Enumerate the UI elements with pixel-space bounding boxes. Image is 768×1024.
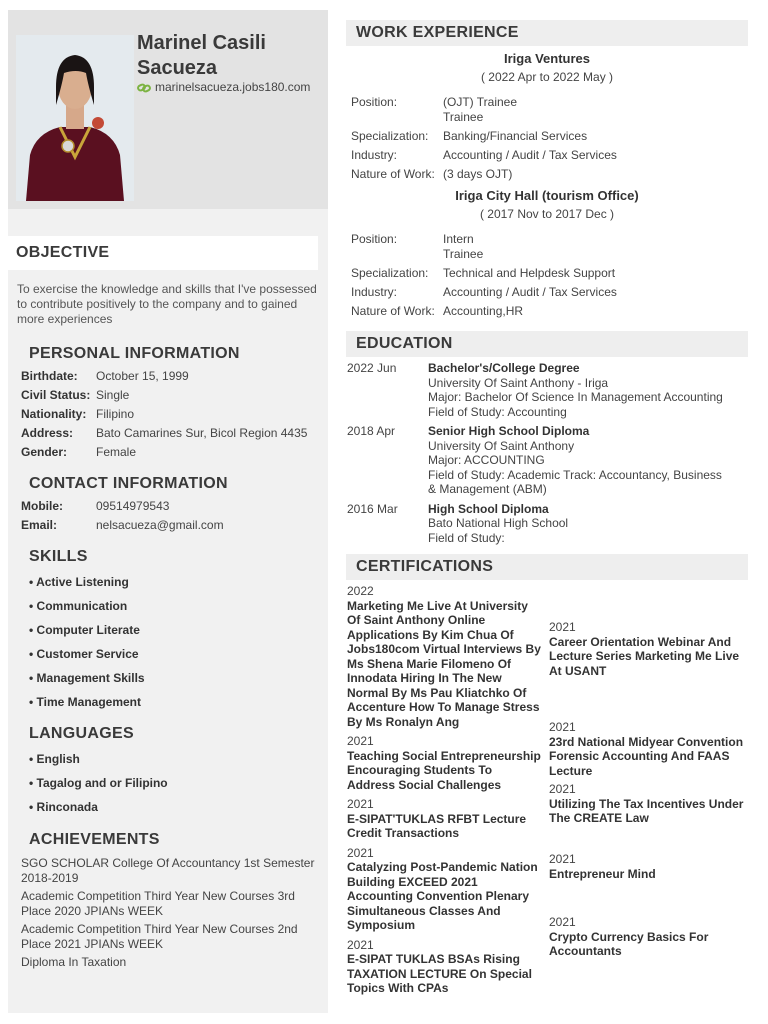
work-experience-title: WORK EXPERIENCE bbox=[356, 24, 519, 41]
website-link[interactable]: marinelsacueza.jobs180.com bbox=[155, 80, 311, 94]
cert-title: E-SIPAT'TUKLAS RFBT Lecture Credit Transactions bbox=[347, 811, 527, 840]
position-value: Intern bbox=[443, 232, 474, 246]
work-row bbox=[351, 167, 746, 182]
work-value bbox=[443, 232, 483, 261]
employer-name: Iriga City Hall (tourism Office) bbox=[455, 188, 639, 203]
certification bbox=[549, 720, 744, 783]
list-item: • Rinconada bbox=[29, 800, 98, 814]
work-key: Specialization: bbox=[351, 128, 429, 143]
info-row bbox=[21, 424, 307, 443]
work-value: Accounting,HR bbox=[443, 303, 524, 318]
work-key: Position: bbox=[351, 232, 398, 246]
certification bbox=[549, 782, 744, 831]
list-item: Academic Competition Third Year New Courses 3rd Place 2020 JPIANs WEEK bbox=[21, 889, 295, 918]
education-line: Bato National High School bbox=[428, 516, 569, 530]
certification bbox=[347, 797, 542, 841]
list-item: Diploma In Taxation bbox=[21, 955, 127, 969]
candidate-name bbox=[137, 31, 322, 81]
cert-year: 2021 bbox=[549, 620, 576, 634]
cert-year: 2022 bbox=[347, 584, 374, 598]
info-value: Single bbox=[96, 388, 130, 402]
certifications-left-column bbox=[347, 584, 542, 1001]
list-item: • Computer Literate bbox=[29, 623, 140, 637]
education-line: Field of Study: Academic Track: Accountancy, Business & Management (ABM) bbox=[428, 467, 722, 496]
work-entry bbox=[346, 51, 748, 84]
work-row bbox=[351, 95, 746, 124]
education-body bbox=[428, 502, 568, 546]
education-line: Field of Study: bbox=[428, 530, 505, 545]
degree: Bachelor's/College Degree bbox=[428, 361, 580, 375]
info-key: Nationality: bbox=[21, 407, 87, 421]
position-value-2: Trainee bbox=[443, 109, 484, 124]
list-item: SGO SCHOLAR College Of Accountancy 1st Semester 2018-2019 bbox=[21, 856, 315, 885]
cert-year: 2021 bbox=[347, 937, 374, 952]
languages-title: LANGUAGES bbox=[29, 725, 134, 742]
work-row bbox=[351, 148, 746, 163]
profile-photo bbox=[16, 35, 134, 201]
certification bbox=[549, 620, 744, 683]
work-key: Nature of Work: bbox=[351, 166, 435, 181]
list-item: • English bbox=[29, 752, 80, 766]
info-key: Gender: bbox=[21, 445, 68, 459]
info-key: Email: bbox=[21, 518, 58, 532]
cert-year: 2021 bbox=[549, 720, 576, 734]
achievements-list bbox=[21, 856, 315, 974]
cert-title: Crypto Currency Basics For Accountants bbox=[549, 929, 709, 958]
degree: High School Diploma bbox=[428, 501, 549, 516]
work-entry bbox=[346, 188, 748, 221]
certification bbox=[347, 734, 542, 792]
cert-year: 2021 bbox=[347, 845, 374, 860]
education-entry bbox=[347, 424, 742, 497]
cert-title: Career Orientation Webinar And Lecture Series Marketing Me Live At USANT bbox=[549, 634, 740, 678]
personal-info-title: PERSONAL INFORMATION bbox=[29, 345, 240, 362]
work-row bbox=[351, 266, 746, 281]
education-line: University Of Saint Anthony - Iriga bbox=[428, 375, 609, 390]
languages-list bbox=[29, 752, 168, 824]
work-details bbox=[351, 232, 746, 323]
certification bbox=[549, 852, 744, 886]
work-row bbox=[351, 285, 746, 300]
work-key: Specialization: bbox=[351, 265, 429, 280]
list-item: • Active Listening bbox=[29, 575, 129, 589]
info-key: Address: bbox=[21, 426, 74, 440]
info-value: October 15, 1999 bbox=[96, 369, 189, 383]
work-value: Accounting / Audit / Tax Services bbox=[443, 284, 617, 299]
education-line: Major: ACCOUNTING bbox=[428, 453, 545, 467]
education-body bbox=[428, 361, 723, 419]
work-period: ( 2017 Nov to 2017 Dec ) bbox=[479, 207, 615, 221]
certification bbox=[347, 584, 542, 729]
work-value: (3 days OJT) bbox=[443, 166, 513, 181]
info-key: Civil Status: bbox=[21, 388, 91, 402]
work-key: Industry: bbox=[351, 147, 398, 162]
work-key: Position: bbox=[351, 95, 398, 109]
name-line-1: Marinel Casili bbox=[137, 32, 266, 54]
cert-title: Catalyzing Post-Pandemic Nation Building EXCEED 2021 Accounting Convention Plenary Simultaneous Classes And Symposium bbox=[347, 860, 538, 932]
education-entry bbox=[347, 502, 742, 546]
skills-title: SKILLS bbox=[29, 548, 88, 565]
info-value: Filipino bbox=[96, 407, 135, 421]
cert-title: Teaching Social Entrepreneurship Encouraging Students To Address Social Challenges bbox=[347, 748, 541, 792]
work-value bbox=[443, 95, 517, 124]
skills-list bbox=[29, 575, 145, 719]
info-row bbox=[21, 516, 224, 535]
info-row bbox=[21, 367, 307, 386]
info-value: Bato Camarines Sur, Bicol Region 4435 bbox=[96, 426, 308, 440]
position-value: (OJT) Trainee bbox=[443, 95, 518, 109]
cert-title: Marketing Me Live At University Of Saint Anthony Online Applications By Kim Chua Of Jobs180com Virtual Interviews By Ms Shena Marie Filomeno Of Innodata Hiring In The New Normal By Ms Pau Kliatchko Of Accenture How To Manage Stress By Ms Ronalyn Ang bbox=[347, 598, 541, 729]
work-row bbox=[351, 232, 746, 261]
list-item: • Customer Service bbox=[29, 647, 139, 661]
info-row bbox=[21, 443, 307, 462]
link-icon bbox=[137, 82, 151, 92]
list-item: Academic Competition Third Year New Courses 2nd Place 2021 JPIANs WEEK bbox=[21, 922, 298, 951]
education-header bbox=[346, 331, 748, 357]
work-row bbox=[351, 129, 746, 144]
contact-info-list bbox=[21, 497, 224, 535]
profile-website[interactable] bbox=[137, 80, 310, 94]
info-key: Birthdate: bbox=[21, 369, 78, 383]
degree: Senior High School Diploma bbox=[428, 424, 590, 438]
info-value: Female bbox=[96, 445, 137, 459]
work-value: Banking/Financial Services bbox=[443, 128, 588, 143]
education-date: 2018 Apr bbox=[347, 424, 396, 438]
work-value: Technical and Helpdesk Support bbox=[443, 265, 616, 280]
education-line: University Of Saint Anthony bbox=[428, 438, 575, 453]
certifications-title: CERTIFICATIONS bbox=[356, 558, 494, 575]
education-date: 2022 Jun bbox=[347, 361, 397, 375]
cert-year: 2021 bbox=[549, 782, 576, 796]
education-body bbox=[428, 424, 733, 497]
email-value[interactable]: nelsacueza@gmail.com bbox=[96, 518, 224, 532]
cert-title: Utilizing The Tax Incentives Under The CREATE Law bbox=[549, 796, 744, 825]
education-title: EDUCATION bbox=[356, 335, 453, 352]
contact-info-title: CONTACT INFORMATION bbox=[29, 475, 228, 492]
cert-year: 2021 bbox=[549, 915, 576, 929]
education-entry bbox=[347, 361, 742, 419]
education-line: Major: Bachelor Of Science In Management Accounting bbox=[428, 390, 723, 404]
cert-title: Entrepreneur Mind bbox=[549, 866, 656, 881]
info-row bbox=[21, 497, 224, 516]
work-period: ( 2022 Apr to 2022 May ) bbox=[480, 70, 614, 84]
name-line-2: Sacueza bbox=[137, 57, 218, 79]
certification bbox=[347, 846, 542, 933]
info-key: Mobile: bbox=[21, 499, 63, 513]
work-key: Nature of Work: bbox=[351, 303, 435, 318]
education-date: 2016 Mar bbox=[347, 501, 398, 516]
work-details bbox=[351, 95, 746, 186]
cert-year: 2021 bbox=[549, 852, 576, 866]
list-item: • Time Management bbox=[29, 695, 142, 709]
objective-text: To exercise the knowledge and skills that I've possessed to contribute positively to the company and to gained more experiences bbox=[17, 282, 317, 326]
certification bbox=[549, 915, 744, 964]
work-key: Industry: bbox=[351, 284, 398, 299]
mobile-value[interactable]: 09514979543 bbox=[96, 499, 170, 513]
certifications-header bbox=[346, 554, 748, 580]
personal-info-list bbox=[21, 367, 307, 462]
cert-title: 23rd National Midyear Convention Forensic Accounting And FAAS Lecture bbox=[549, 734, 744, 778]
work-experience-header bbox=[346, 20, 748, 46]
work-row bbox=[351, 304, 746, 319]
cert-year: 2021 bbox=[347, 734, 374, 748]
info-row bbox=[21, 386, 307, 405]
certification bbox=[347, 938, 542, 996]
objective-title: OBJECTIVE bbox=[16, 244, 110, 261]
cert-year: 2021 bbox=[347, 797, 374, 811]
education-line: Field of Study: Accounting bbox=[428, 404, 567, 419]
list-item: • Management Skills bbox=[29, 671, 145, 685]
position-value-2: Trainee bbox=[443, 246, 484, 261]
info-row bbox=[21, 405, 307, 424]
list-item: • Tagalog and or Filipino bbox=[29, 776, 168, 790]
list-item: • Communication bbox=[29, 599, 128, 613]
education-list bbox=[347, 361, 742, 550]
achievements-title: ACHIEVEMENTS bbox=[29, 831, 160, 848]
employer-name: Iriga Ventures bbox=[504, 51, 590, 66]
work-value: Accounting / Audit / Tax Services bbox=[443, 147, 617, 162]
cert-title: E-SIPAT TUKLAS BSAs Rising TAXATION LECTURE On Special Topics With CPAs bbox=[347, 952, 532, 995]
